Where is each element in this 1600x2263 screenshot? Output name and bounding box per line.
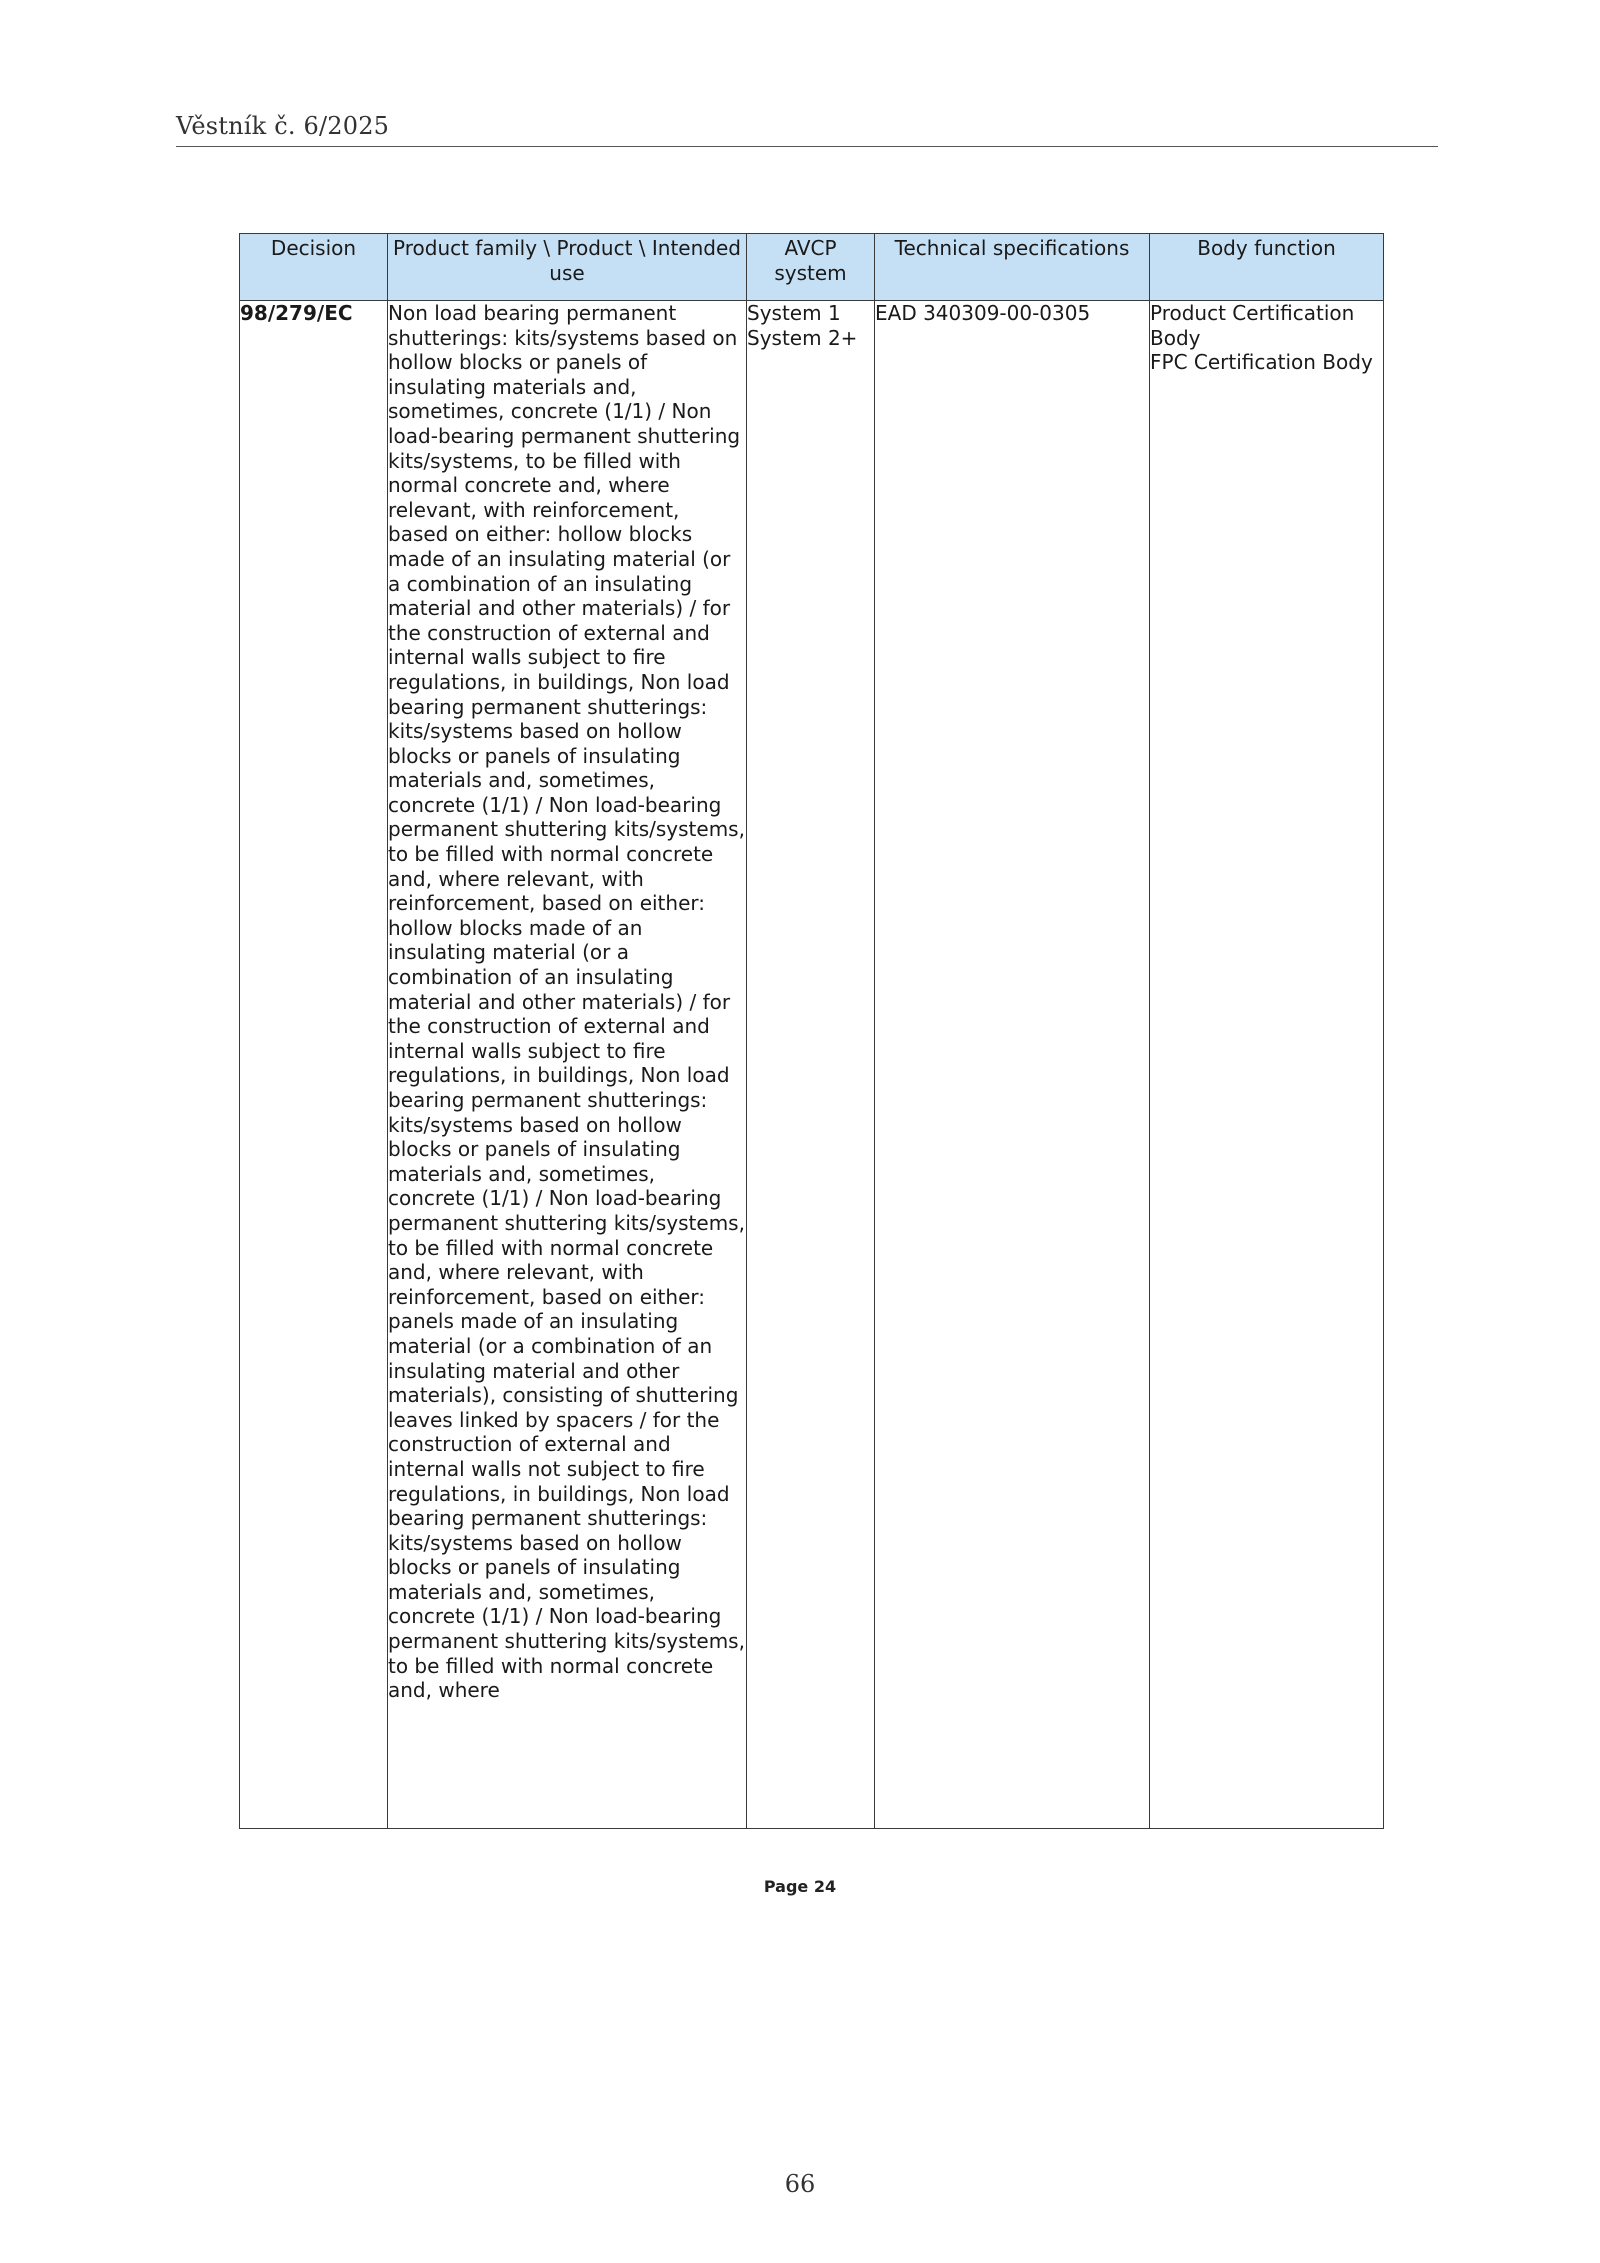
column-header-product: Product family \ Product \ Intended use <box>388 234 747 301</box>
technical-spec-cell <box>875 301 1150 1829</box>
column-header-technical-spec: Technical specifications <box>875 234 1150 301</box>
running-title: Věstník č. 6/2025 <box>176 112 390 140</box>
decision-table <box>239 233 1384 1829</box>
decision-id: 98/279/EC <box>240 301 353 325</box>
table-row <box>240 301 1384 1829</box>
product-cell <box>388 301 747 1829</box>
body-function-fpc: FPC Certification Body <box>1150 350 1373 375</box>
avcp-cell <box>747 301 875 1829</box>
avcp-system-1: System 1 <box>747 301 841 325</box>
product-description: Non load bearing permanent shutterings: kits/systems based on hollow blocks or panels of insulating materials and, sometimes, concrete (1/1) / Non load-bearing permanent shuttering kits/systems, to be filled with normal concrete and, where relevant, with reinforcement, based on either: hollow blocks made of an insulating material (or a combination of an insulating material and other materials) / for the construction of external and internal walls subject to fire regulations, in buildings, Non load bearing permanent shutterings: kits/systems based on hollow blocks or panels of insulating materials and, sometimes, concrete (1/1) / Non load-bearing permanent shuttering kits/systems, to be filled with normal concrete and, where relevant, with reinforcement, based on either: hollow blocks made of an insulating material (or a combination of an insulating material and other materials) / for the construction of external and internal walls subject to fire regulations, in buildings, Non load bearing permanent shutterings: kits/systems based on hollow blocks or panels of insulating materials and, sometimes, concrete (1/1) / Non load-bearing permanent shuttering kits/systems, to be filled with normal concrete and, where relevant, with reinforcement, based on either: panels made of an insulating material (or a combination of an insulating material and other materials), consisting of shuttering leaves linked by spacers / for the construction of external and internal walls not subject to fire regulations, in buildings, Non load bearing permanent shutterings: kits/systems based on hollow blocks or panels of insulating materials and, sometimes, concrete (1/1) / Non load-bearing permanent shuttering kits/systems, to be filled with normal concrete and, where <box>388 301 745 1703</box>
page-number: 66 <box>784 2170 816 2198</box>
decision-cell <box>240 301 388 1829</box>
technical-spec-value: EAD 340309-00-0305 <box>875 301 1091 325</box>
header-divider <box>176 146 1438 147</box>
column-header-decision: Decision <box>240 234 388 301</box>
column-header-body-function: Body function <box>1150 234 1384 301</box>
column-header-avcp: AVCP system <box>747 234 875 301</box>
page-label: Page 24 <box>763 1877 837 1896</box>
table-header-row <box>240 234 1384 301</box>
body-function-cell <box>1150 301 1384 1829</box>
avcp-system-2plus: System 2+ <box>747 325 858 350</box>
body-function-product: Product Certification Body <box>1150 301 1355 350</box>
